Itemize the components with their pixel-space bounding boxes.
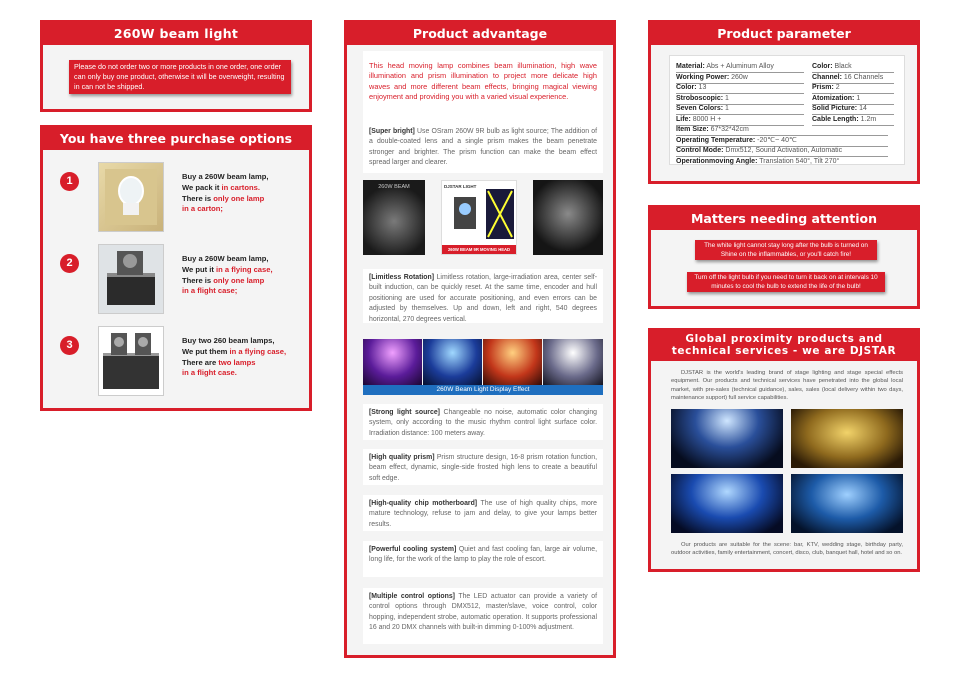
- option-description: Buy a 260W beam lamp, We put it in a flying case, There is only one lamp in a flight case;: [182, 254, 273, 296]
- beam-light-panel: [40, 20, 312, 112]
- purchase-option-1: [43, 162, 309, 236]
- attention-title: Matters needing attention: [651, 208, 917, 230]
- param-stroboscopic: Stroboscopic: 1: [676, 94, 804, 105]
- advantage-intro: This head moving lamp combines beam illumination, high wave illumination and prism illumination to project more delicate high waves and more different beam effects, bringing magical viewing enjoyment and providing you with a varied visual experience.: [363, 51, 603, 131]
- param-prism: Prism: 2: [812, 83, 894, 94]
- param-body-color: Color: Black: [812, 62, 894, 73]
- company-about: DJSTAR is the world's leading brand of stage lighting and stage special effects equipment. Our products and technical services have penetrated into the global local market, with pre-sales (technical guidance), sales, sales (local delivery within two days, maintenance support) full service capabilities.: [671, 370, 903, 402]
- option-description: Buy a 260W beam lamp, We pack it in cartons. There is only one lamp in a carton;: [182, 172, 269, 214]
- flight-case-image: [98, 244, 164, 314]
- order-notice: Please do not order two or more products in one order, one order can only buy one product, otherwise it will be overweight, resulting in can not be shipped.: [69, 60, 291, 94]
- param-control-mode: Control Mode: Dmx512, Sound Activation, Automatic: [676, 146, 888, 157]
- display-effect-caption: 260W Beam Light Display Effect: [363, 385, 603, 395]
- warning-cooling: Turn off the light bulb if you need to turn it back on at intervals 10 minutes to cool the bulb to extend the life of the bulb!: [687, 272, 885, 292]
- global-services-title: Global proximity products and technical services - we are DJSTAR: [651, 331, 917, 361]
- param-solid-picture: Solid Picture: 14: [812, 104, 894, 115]
- option-number: 2: [60, 254, 79, 273]
- feature-strong-light: [Strong light source] Changeable no noise, automatic color changing system, only according to the music rhythm control light surface color. Irradiation distance: 100 meters away.: [363, 404, 603, 440]
- stage-photo-1: [671, 409, 783, 468]
- product-images: [363, 180, 603, 258]
- attention-panel: [648, 205, 920, 309]
- param-atomization: Atomization: 1: [812, 94, 894, 105]
- carton-image: [98, 162, 164, 232]
- stage-photo-2: [791, 409, 903, 468]
- param-operating-temperature: Operating Temperature: -20℃~ 40℃: [676, 136, 888, 147]
- product-advantage-panel: [344, 20, 616, 658]
- purchase-options-title: You have three purchase options: [43, 128, 309, 150]
- option-description: Buy two 260 beam lamps, We put them in a flying case, There are two lamps in a flight case.: [182, 336, 287, 378]
- feature-high-quality-prism: [High quality prism] Prism structure design, 16-8 prism rotation function, beam effect, dynamic, single-side frosted high lens to create a beautiful soft edge.: [363, 449, 603, 485]
- purchase-options-panel: [40, 125, 312, 411]
- product-photo-moving-head: [533, 180, 603, 255]
- purchase-option-2: [43, 244, 309, 318]
- feature-chip-motherboard: [High-quality chip motherboard] The use of high quality chips, more mature technology, refuse to jam and delay, to give your lamps better results.: [363, 495, 603, 531]
- double-flight-case-image: [98, 326, 164, 396]
- display-effect-strip: [363, 339, 603, 395]
- product-advantage-title: Product advantage: [347, 23, 613, 45]
- beam-light-title: 260W beam light: [43, 23, 309, 45]
- product-parameter-panel: [648, 20, 920, 184]
- parameter-table: [669, 55, 905, 165]
- feature-limitless-rotation: [Limitless Rotation] Limitless rotation, large-irradiation area, center self-built induction, can be quickly reset. At the same time, encoder and hull positioning are used for accurate positioning, and even errors can be adjusted by themselves. Up and down, left and right, 540 degrees horizontal, 270 degrees vertical.: [363, 269, 603, 323]
- feature-control-options: [Multiple control options] The LED actuator can provide a variety of control options through DMX512, master/slave, voice control, color hopping, independent strobe, automatic operation. It supports professional 16 and 20 DMX channels with built-in dimming 0-100% adjustment.: [363, 588, 603, 644]
- application-scenes: Our products are suitable for the scene: bar, KTV, wedding stage, birthday party, outdoor activities, family entertainment, concert, disco, club, banquet hall, hotel and so on.: [671, 542, 903, 557]
- param-cable-length: Cable Length: 1.2m: [812, 115, 894, 126]
- global-services-panel: [648, 328, 920, 572]
- param-channel: Channel: 16 Channels: [812, 73, 894, 84]
- param-moving-angle: Operationmoving Angle: Translation 540°, Tilt 270°: [676, 157, 840, 165]
- product-parameter-title: Product parameter: [651, 23, 917, 45]
- stage-photo-4: [791, 474, 903, 533]
- warning-fire: The white light cannot stay long after the bulb is turned on Shine on the inflammables, or you'll catch fire!: [695, 240, 877, 260]
- param-material: Material: Abs + Aluminum Alloy: [676, 62, 804, 73]
- param-working-power: Working Power: 260w: [676, 73, 804, 84]
- feature-cooling-system: [Powerful cooling system] Quiet and fast cooling fan, large air volume, long life, for the work of the lamp to play the role of escort.: [363, 541, 603, 577]
- stage-photo-3: [671, 474, 783, 533]
- param-seven-colors: Seven Colors: 1: [676, 104, 804, 115]
- param-color-count: Color: 13: [676, 83, 804, 94]
- param-life: Life: 8000 H +: [676, 115, 804, 126]
- product-photo-beam: 260W BEAM: [363, 180, 425, 255]
- option-number: 3: [60, 336, 79, 355]
- purchase-option-3: [43, 326, 309, 400]
- product-photo-djstar: DJSTAR LIGHT 260W BEAM 9R MOVING HEAD: [441, 180, 517, 255]
- feature-super-bright: [Super bright] Use OSram 260W 9R bulb as light source; The addition of a double-coated lens and a single prism makes the beam penetrate stronger and brighter. The prism function can make the beam effect spread larger and clearer.: [363, 123, 603, 173]
- option-number: 1: [60, 172, 79, 191]
- param-item-size: Item Size: 67*32*42cm: [676, 125, 888, 136]
